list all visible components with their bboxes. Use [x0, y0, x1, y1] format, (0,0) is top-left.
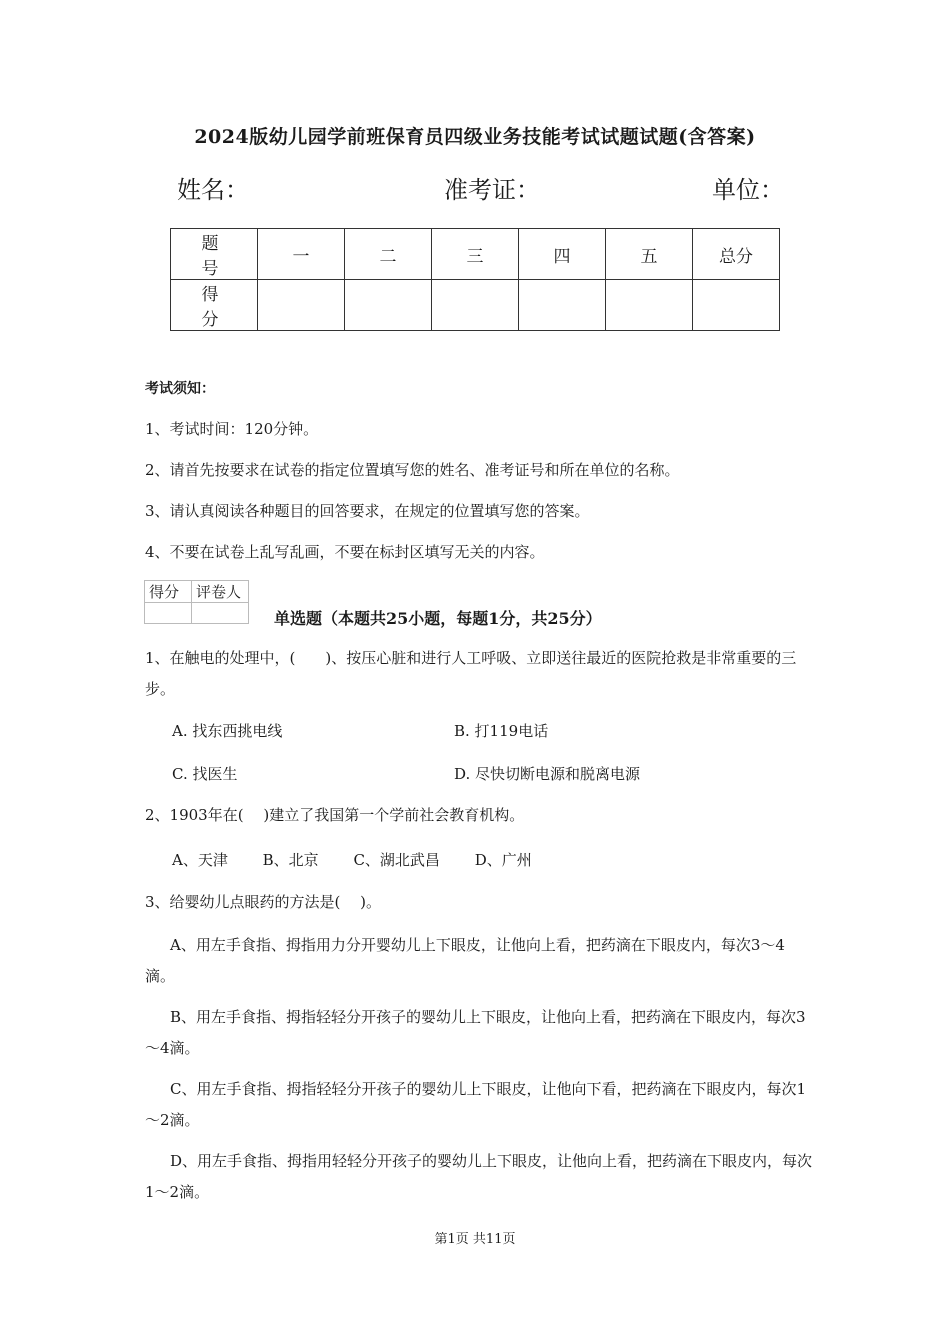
ticket-label: 准考证：: [444, 176, 540, 204]
score-cell: [345, 280, 432, 331]
score-cell: [693, 280, 780, 331]
page-footer: 第1页 共11页: [434, 1232, 516, 1247]
question-1: 1、在触电的处理中，( )、按压心脏和进行人工呼吸、立即送往最近的医院抢救是非常重要的三步。: [145, 649, 797, 698]
grader-score-cell: [145, 603, 192, 624]
q2-option-b: B、北京: [262, 851, 319, 869]
grader-reviewer-cell: [192, 603, 249, 624]
q3-option-c: C、用左手食指、拇指轻轻分开孩子的婴幼儿上下眼皮，让他向下看，把药滴在下眼皮内，每次1～2滴。: [145, 1080, 807, 1129]
notice-item: 3、请认真阅读各种题目的回答要求，在规定的位置填写您的答案。: [145, 502, 590, 520]
grader-score-label: 得分: [145, 581, 192, 603]
q3-option-a: A、用左手食指、拇指用力分开婴幼儿上下眼皮，让他向上看，把药滴在下眼皮内，每次3～4滴。: [145, 936, 785, 985]
unit-label: 单位：: [712, 176, 784, 204]
q2-option-a: A、天津: [172, 851, 228, 869]
q2-options: [172, 849, 562, 870]
q1-option-b: B. 打119电话: [454, 722, 549, 740]
score-header-cell: 二: [345, 229, 432, 280]
question-2: 2、1903年在( )建立了我国第一个学前社会教育机构。: [145, 806, 525, 824]
score-header-cell: 一: [258, 229, 345, 280]
score-header-cell: 五: [606, 229, 693, 280]
score-header-cell: 三: [432, 229, 519, 280]
score-cell: [606, 280, 693, 331]
q1-option-d: D. 尽快切断电源和脱离电源: [454, 765, 641, 783]
score-table-header-row: [171, 229, 780, 280]
notice-item: 1、考试时间：120分钟。: [145, 420, 319, 438]
notice-title: 考试须知：: [145, 381, 215, 397]
name-label: 姓名：: [177, 176, 249, 204]
section-title: 单选题（本题共25小题，每题1分，共25分）: [274, 609, 602, 628]
page-title: 2024版幼儿园学前班保育员四级业务技能考试试题试题(含答案): [194, 126, 756, 148]
score-cell: [432, 280, 519, 331]
notice-item: 4、不要在试卷上乱写乱画，不要在标封区填写无关的内容。: [145, 543, 545, 561]
q2-option-c: C、湖北武昌: [353, 851, 440, 869]
score-cell: [519, 280, 606, 331]
notice-item: 2、请首先按要求在试卷的指定位置填写您的姓名、准考证号和所在单位的名称。: [145, 461, 680, 479]
score-row-label: 得 分: [171, 280, 258, 331]
question-3: 3、给婴幼儿点眼药的方法是( )。: [145, 893, 382, 911]
q2-option-d: D、广州: [474, 851, 532, 869]
q1-option-c: C. 找医生: [172, 765, 238, 783]
q1-option-a: A. 找东西挑电线: [172, 722, 283, 740]
score-header-cell: 题 号: [171, 229, 258, 280]
score-header-cell: 四: [519, 229, 606, 280]
score-table-score-row: [171, 280, 780, 331]
grader-reviewer-label: 评卷人: [192, 581, 249, 603]
q3-option-b: B、用左手食指、拇指轻轻分开孩子的婴幼儿上下眼皮，让他向上看，把药滴在下眼皮内，每次3～4滴。: [145, 1008, 806, 1057]
score-table: [170, 228, 780, 331]
q3-option-d: D、用左手食指、拇指用轻轻分开孩子的婴幼儿上下眼皮，让他向上看，把药滴在下眼皮内，每次1～2滴。: [145, 1152, 813, 1201]
score-header-cell: 总分: [693, 229, 780, 280]
grader-box: [144, 580, 249, 624]
